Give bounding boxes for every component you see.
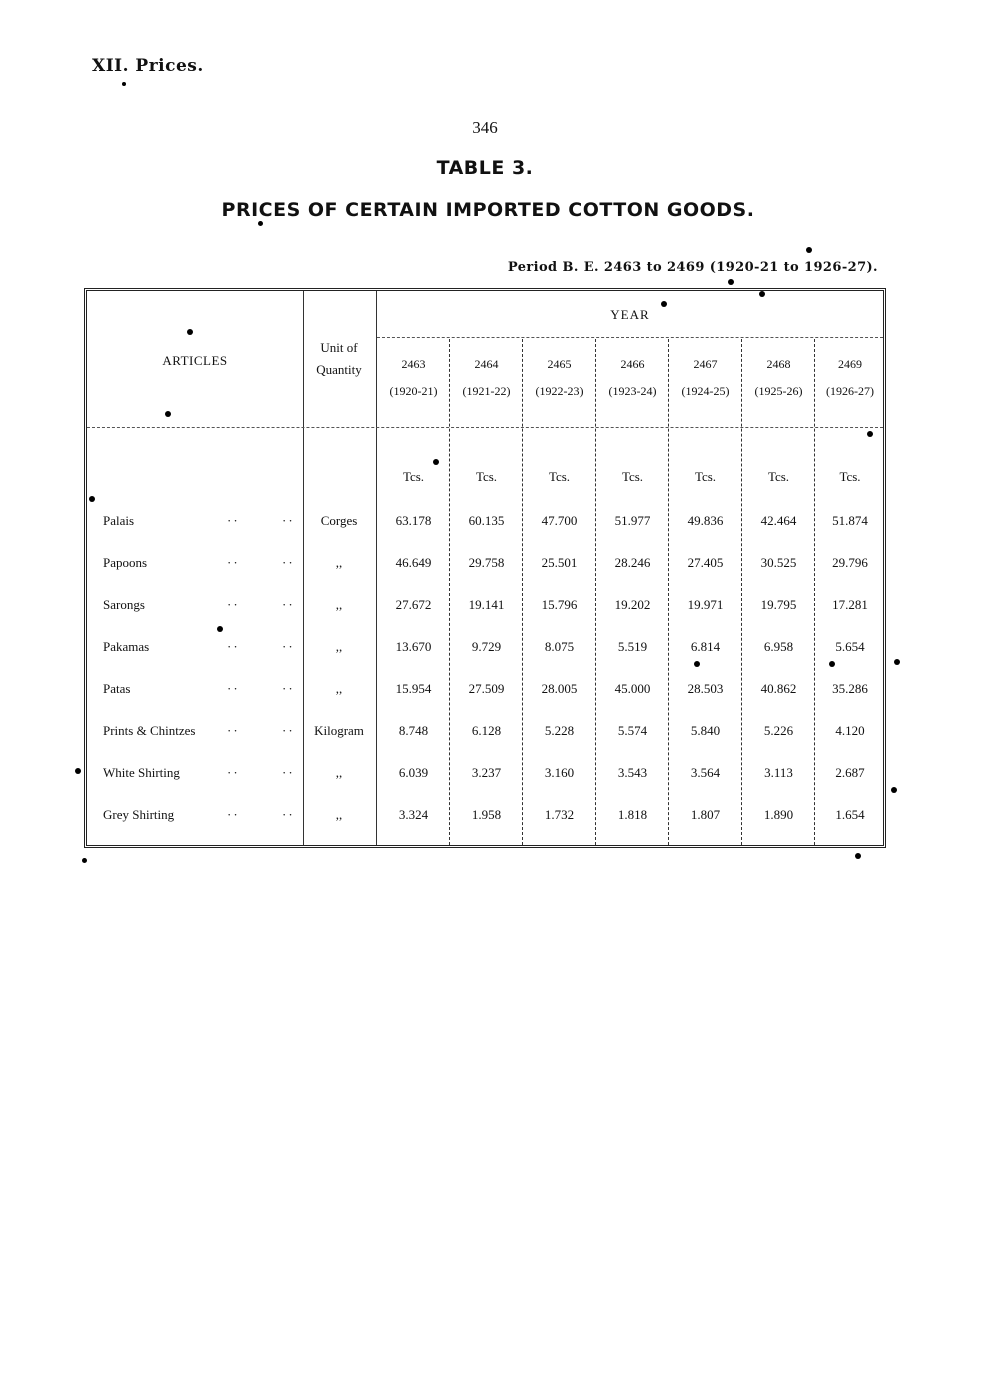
unit-of-quantity: ,,: [335, 681, 343, 696]
leader-dots: ··: [282, 639, 295, 654]
price-value: 5.228: [544, 723, 575, 738]
price-value: 3.113: [764, 765, 793, 780]
scan-speck: [82, 858, 87, 863]
leader-dots: ··: [227, 807, 240, 822]
articles-header: ARTICLES: [162, 353, 228, 368]
price-value: 2.687: [835, 765, 865, 780]
currency-label: Tcs.: [548, 469, 571, 484]
table-title: PRICES OF CERTAIN IMPORTED COTTON GOODS.: [221, 199, 755, 221]
page-number: 346: [472, 118, 498, 137]
price-value: 19.971: [687, 597, 724, 612]
article-name: Papoons: [103, 555, 148, 570]
year-ad: (1924-25): [681, 384, 730, 398]
unit-header-line1: Unit of: [320, 340, 358, 355]
price-value: 28.246: [614, 555, 651, 570]
leader-dots: ··: [227, 555, 240, 570]
currency-label: Tcs.: [694, 469, 717, 484]
price-value: 29.796: [832, 555, 868, 570]
leader-dots: ··: [227, 597, 240, 612]
price-value: 1.958: [471, 807, 502, 822]
price-value: 40.862: [760, 681, 797, 696]
article-name: Prints & Chintzes: [103, 723, 196, 738]
leader-dots: ··: [282, 513, 295, 528]
unit-of-quantity: ,,: [335, 597, 343, 612]
leader-dots: ··: [227, 639, 240, 654]
price-value: 3.543: [617, 765, 648, 780]
unit-of-quantity: Corges: [320, 513, 358, 528]
price-value: 30.525: [760, 555, 797, 570]
price-value: 1.807: [690, 807, 721, 822]
article-name: White Shirting: [103, 765, 180, 780]
unit-of-quantity: ,,: [335, 555, 343, 570]
leader-dots: ··: [282, 555, 295, 570]
price-value: 6.039: [398, 765, 429, 780]
leader-dots: ··: [282, 681, 295, 696]
scan-speck: [89, 496, 95, 502]
price-value: 51.874: [832, 513, 868, 528]
leader-dots: ··: [282, 597, 295, 612]
price-value: 42.464: [760, 513, 797, 528]
scan-speck: [165, 411, 171, 417]
article-name: Patas: [103, 681, 131, 696]
year-rule: [377, 337, 883, 338]
price-value: 1.732: [544, 807, 575, 822]
price-value: 13.670: [395, 639, 432, 654]
period-caption: Period B. E. 2463 to 2469 (1920-21 to 1926-27).: [507, 260, 878, 275]
leader-dots: ··: [227, 765, 240, 780]
scan-speck: [855, 853, 861, 859]
price-value: 9.729: [471, 639, 502, 654]
currency-label: Tcs.: [621, 469, 644, 484]
header-rule: [87, 427, 883, 428]
year-header: YEAR: [610, 307, 650, 322]
price-value: 1.818: [617, 807, 648, 822]
price-value: 15.796: [541, 597, 578, 612]
currency-label: Tcs.: [402, 469, 425, 484]
year-column-header: [377, 357, 450, 399]
year-be: 2469: [838, 357, 862, 371]
scan-speck: [829, 661, 835, 667]
scan-speck: [806, 247, 812, 253]
price-value: 28.503: [687, 681, 724, 696]
year-ad: (1922-23): [535, 384, 584, 398]
scan-speck: [894, 659, 900, 665]
scan-speck: [891, 787, 897, 793]
article-name: Sarongs: [103, 597, 145, 612]
price-value: 27.672: [395, 597, 432, 612]
price-value: 45.000: [614, 681, 651, 696]
price-value: 3.324: [398, 807, 429, 822]
price-value: 60.135: [468, 513, 505, 528]
price-value: 28.005: [541, 681, 578, 696]
year-column-header: [523, 357, 596, 399]
year-ad: (1920-21): [389, 384, 438, 398]
unit-header-line2: Quantity: [316, 362, 362, 377]
scan-speck: [433, 459, 439, 465]
price-value: 8.748: [398, 723, 429, 738]
price-value: 29.758: [468, 555, 505, 570]
year-column-header: [742, 357, 815, 399]
unit-of-quantity: ,,: [335, 807, 343, 822]
price-value: 17.281: [832, 597, 868, 612]
currency-label: Tcs.: [475, 469, 498, 484]
scan-speck: [122, 82, 126, 86]
article-name: Grey Shirting: [103, 807, 175, 822]
price-value: 6.958: [763, 639, 794, 654]
year-column-header: [669, 357, 742, 399]
leader-dots: ··: [282, 723, 295, 738]
price-value: 15.954: [395, 681, 432, 696]
price-value: 27.509: [468, 681, 505, 696]
price-value: 63.178: [395, 513, 432, 528]
year-ad: (1921-22): [462, 384, 511, 398]
scan-speck: [258, 221, 263, 226]
price-value: 35.286: [832, 681, 868, 696]
leader-dots: ··: [227, 681, 240, 696]
unit-of-quantity: ,,: [335, 639, 343, 654]
price-value: 6.814: [690, 639, 721, 654]
table-number: TABLE 3.: [436, 157, 534, 179]
scan-speck: [867, 431, 873, 437]
price-value: 19.795: [760, 597, 797, 612]
price-table: [84, 288, 886, 848]
scan-speck: [187, 329, 193, 335]
year-be: 2466: [620, 357, 645, 371]
price-value: 51.977: [614, 513, 651, 528]
section-heading: XII. Prices.: [92, 56, 204, 76]
price-value: 3.237: [471, 765, 502, 780]
unit-of-quantity: ,,: [335, 765, 343, 780]
year-be: 2467: [693, 357, 718, 371]
price-value: 25.501: [541, 555, 578, 570]
price-value: 6.128: [471, 723, 502, 738]
year-column-header: [450, 357, 523, 399]
year-ad: (1923-24): [608, 384, 657, 398]
scan-speck: [694, 661, 700, 667]
article-name: Palais: [103, 513, 135, 528]
price-value: 46.649: [395, 555, 432, 570]
price-value: 5.226: [763, 723, 794, 738]
year-be: 2465: [547, 357, 572, 371]
price-value: 47.700: [541, 513, 578, 528]
price-value: 4.120: [835, 723, 865, 738]
year-be: 2464: [474, 357, 499, 371]
unit-of-quantity: Kilogram: [314, 723, 364, 738]
price-value: 5.574: [617, 723, 648, 738]
leader-dots: ··: [282, 807, 295, 822]
price-value: 1.890: [763, 807, 794, 822]
year-be: 2463: [401, 357, 426, 371]
price-value: 49.836: [687, 513, 724, 528]
currency-label: Tcs.: [767, 469, 790, 484]
price-value: 8.075: [544, 639, 575, 654]
year-ad: (1926-27): [826, 384, 874, 398]
scan-speck: [759, 291, 765, 297]
scan-speck: [217, 626, 223, 632]
leader-dots: ··: [227, 513, 240, 528]
price-value: 27.405: [687, 555, 724, 570]
scan-speck: [728, 279, 734, 285]
year-column-header: [815, 357, 885, 399]
price-value: 3.160: [544, 765, 575, 780]
article-name: Pakamas: [103, 639, 150, 654]
year-column-header: [596, 357, 669, 399]
year-ad: (1925-26): [754, 384, 803, 398]
leader-dots: ··: [282, 765, 295, 780]
price-value: 5.840: [690, 723, 721, 738]
currency-label: Tcs.: [839, 469, 861, 484]
price-value: 19.141: [468, 597, 505, 612]
year-be: 2468: [766, 357, 791, 371]
unit-header: [303, 337, 375, 381]
scan-speck: [661, 301, 667, 307]
price-value: 19.202: [614, 597, 651, 612]
price-value: 5.654: [835, 639, 865, 654]
price-value: 5.519: [617, 639, 648, 654]
price-value: 1.654: [835, 807, 865, 822]
price-value: 3.564: [690, 765, 721, 780]
scan-speck: [75, 768, 81, 774]
leader-dots: ··: [227, 723, 240, 738]
